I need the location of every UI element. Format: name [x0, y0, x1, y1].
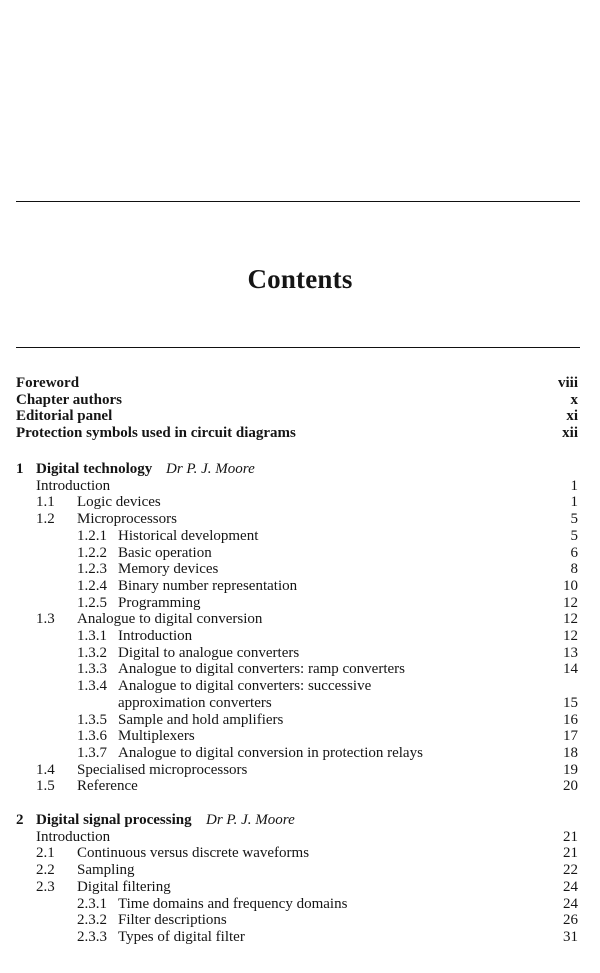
toc-entry[interactable]	[0, 478, 600, 495]
front-matter-entry[interactable]	[0, 408, 600, 425]
page-number: 24	[563, 895, 578, 912]
page-number: 12	[563, 628, 578, 644]
toc-entry[interactable]	[0, 829, 600, 846]
chapter-title: Digital technology	[36, 461, 153, 477]
page-number: 22	[563, 862, 578, 879]
section-title: Specialised microprocessors	[77, 761, 248, 778]
section-title: Programming	[118, 594, 201, 611]
page-number: 24	[563, 878, 578, 895]
section-title: Continuous versus discrete waveforms	[77, 845, 310, 862]
section-title: Binary number representation	[118, 577, 298, 594]
toc-entry[interactable]	[0, 578, 600, 595]
section-title: Multiplexers	[118, 728, 195, 745]
chapter-heading[interactable]	[0, 812, 600, 829]
page-number: 15	[563, 694, 578, 711]
page-number: 1	[570, 477, 578, 494]
page-number: 21	[563, 845, 578, 862]
section-number: 1.3	[36, 611, 55, 628]
chapter-author: Dr P. J. Moore	[206, 812, 295, 828]
section-number: 1.2.3	[77, 561, 107, 578]
toc-entry[interactable]	[0, 778, 600, 795]
chapter-number: 1	[16, 461, 24, 477]
section-number: 2.3.1	[77, 895, 107, 912]
page-number: 18	[563, 744, 578, 761]
page-number: 17	[563, 728, 578, 745]
title-rule	[16, 347, 580, 348]
toc-entry[interactable]	[0, 611, 600, 628]
toc-entry[interactable]	[0, 862, 600, 879]
section-title: Reference	[77, 778, 138, 795]
section-title: Basic operation	[118, 544, 212, 561]
toc-entry[interactable]	[0, 561, 600, 578]
entry-title: Foreword	[16, 375, 80, 391]
page-number: 1	[570, 494, 578, 511]
section-number: 1.3.6	[77, 728, 107, 745]
section-title: Time domains and frequency domains	[118, 895, 348, 912]
toc-entry[interactable]	[0, 511, 600, 528]
toc-entry[interactable]	[0, 678, 600, 695]
section-number: 2.1	[36, 845, 55, 862]
toc-entry[interactable]	[0, 929, 600, 946]
section-title: Logic devices	[77, 494, 161, 511]
page-number: 5	[570, 527, 578, 544]
toc-entry[interactable]	[0, 762, 600, 779]
toc-entry[interactable]	[0, 645, 600, 662]
toc-entry[interactable]	[0, 661, 600, 678]
page-title: Contents	[247, 264, 353, 294]
chapter-title: Digital signal processing	[36, 812, 192, 828]
section-number: 1.5	[36, 778, 55, 795]
toc-entry[interactable]	[0, 628, 600, 645]
page-number: 21	[563, 828, 578, 845]
toc-entry[interactable]	[0, 595, 600, 612]
toc-entry[interactable]	[0, 712, 600, 729]
page-number: 12	[563, 594, 578, 611]
entry-title: Chapter authors	[16, 391, 122, 408]
toc-entry[interactable]	[0, 494, 600, 511]
section-title: Introduction	[118, 628, 193, 644]
section-number: 1.3.2	[77, 644, 107, 661]
page-number: xi	[566, 408, 578, 425]
page-number: 5	[570, 511, 578, 528]
page-number: 12	[563, 611, 578, 628]
page-number: 31	[563, 928, 578, 945]
page-number: 13	[563, 644, 578, 661]
entry-title: Protection symbols used in circuit diagrams	[16, 425, 296, 442]
section-title: approximation converters	[118, 694, 272, 711]
section-number: 1.2.4	[77, 577, 107, 594]
chapter-author: Dr P. J. Moore	[166, 461, 255, 477]
front-matter-entry[interactable]	[0, 375, 600, 392]
section-title: Types of digital filter	[118, 928, 245, 945]
page-number: viii	[557, 375, 578, 391]
section-number: 1.3.1	[77, 628, 107, 644]
section-number: 2.3	[36, 878, 55, 895]
section-title: Sample and hold amplifiers	[118, 711, 284, 728]
toc-entry[interactable]	[0, 695, 600, 712]
section-number: 1.2.2	[77, 544, 107, 561]
section-title: Digital filtering	[77, 878, 171, 895]
page-number: 26	[563, 912, 578, 929]
chapter-heading[interactable]	[0, 461, 600, 478]
section-number: 1.2.5	[77, 594, 107, 611]
section-number: 2.3.2	[77, 912, 107, 929]
section-number: 1.2	[36, 511, 55, 528]
toc-entry[interactable]	[0, 879, 600, 896]
entry-title: Editorial panel	[16, 408, 113, 425]
toc-entry[interactable]	[0, 528, 600, 545]
page-number: 6	[570, 544, 578, 561]
page-number: 16	[563, 711, 578, 728]
page-number: xii	[562, 425, 578, 442]
section-title: Analogue to digital converters: ramp converters	[118, 661, 405, 678]
toc-entry[interactable]	[0, 912, 600, 929]
front-matter-entry[interactable]	[0, 425, 600, 442]
page-number: 8	[570, 561, 578, 578]
toc-entry[interactable]	[0, 896, 600, 913]
section-number: 2.3.3	[77, 928, 107, 945]
page-number: 20	[563, 778, 578, 795]
page-number: 19	[563, 761, 578, 778]
section-title: Memory devices	[118, 561, 219, 578]
section-number: 1.1	[36, 494, 55, 511]
toc-entry[interactable]	[0, 545, 600, 562]
chapter-number: 2	[16, 812, 24, 828]
section-title: Analogue to digital conversion	[77, 611, 263, 628]
section-title: Analogue to digital conversion in protection relays	[118, 744, 423, 761]
toc-entry[interactable]	[0, 745, 600, 762]
page-number: 10	[563, 577, 578, 594]
section-number: 1.4	[36, 761, 55, 778]
section-number: 1.3.4	[77, 678, 107, 695]
section-title: Microprocessors	[77, 511, 177, 528]
page-number: x	[570, 391, 578, 408]
section-title: Introduction	[36, 828, 111, 845]
section-title: Analogue to digital converters: successive	[118, 678, 372, 695]
section-number: 1.2.1	[77, 527, 107, 544]
section-number: 1.3.3	[77, 661, 107, 678]
toc-entry[interactable]	[0, 845, 600, 862]
section-number: 1.3.7	[77, 744, 107, 761]
section-number: 2.2	[36, 862, 55, 879]
top-rule	[16, 201, 580, 202]
front-matter-entry[interactable]	[0, 392, 600, 409]
section-title: Sampling	[77, 862, 135, 879]
section-number: 1.3.5	[77, 711, 107, 728]
toc-entry[interactable]	[0, 728, 600, 745]
section-title: Filter descriptions	[118, 912, 227, 929]
section-title: Historical development	[118, 527, 259, 544]
page-number: 14	[563, 661, 578, 678]
section-title: Digital to analogue converters	[118, 644, 300, 661]
section-title: Introduction	[36, 477, 111, 494]
